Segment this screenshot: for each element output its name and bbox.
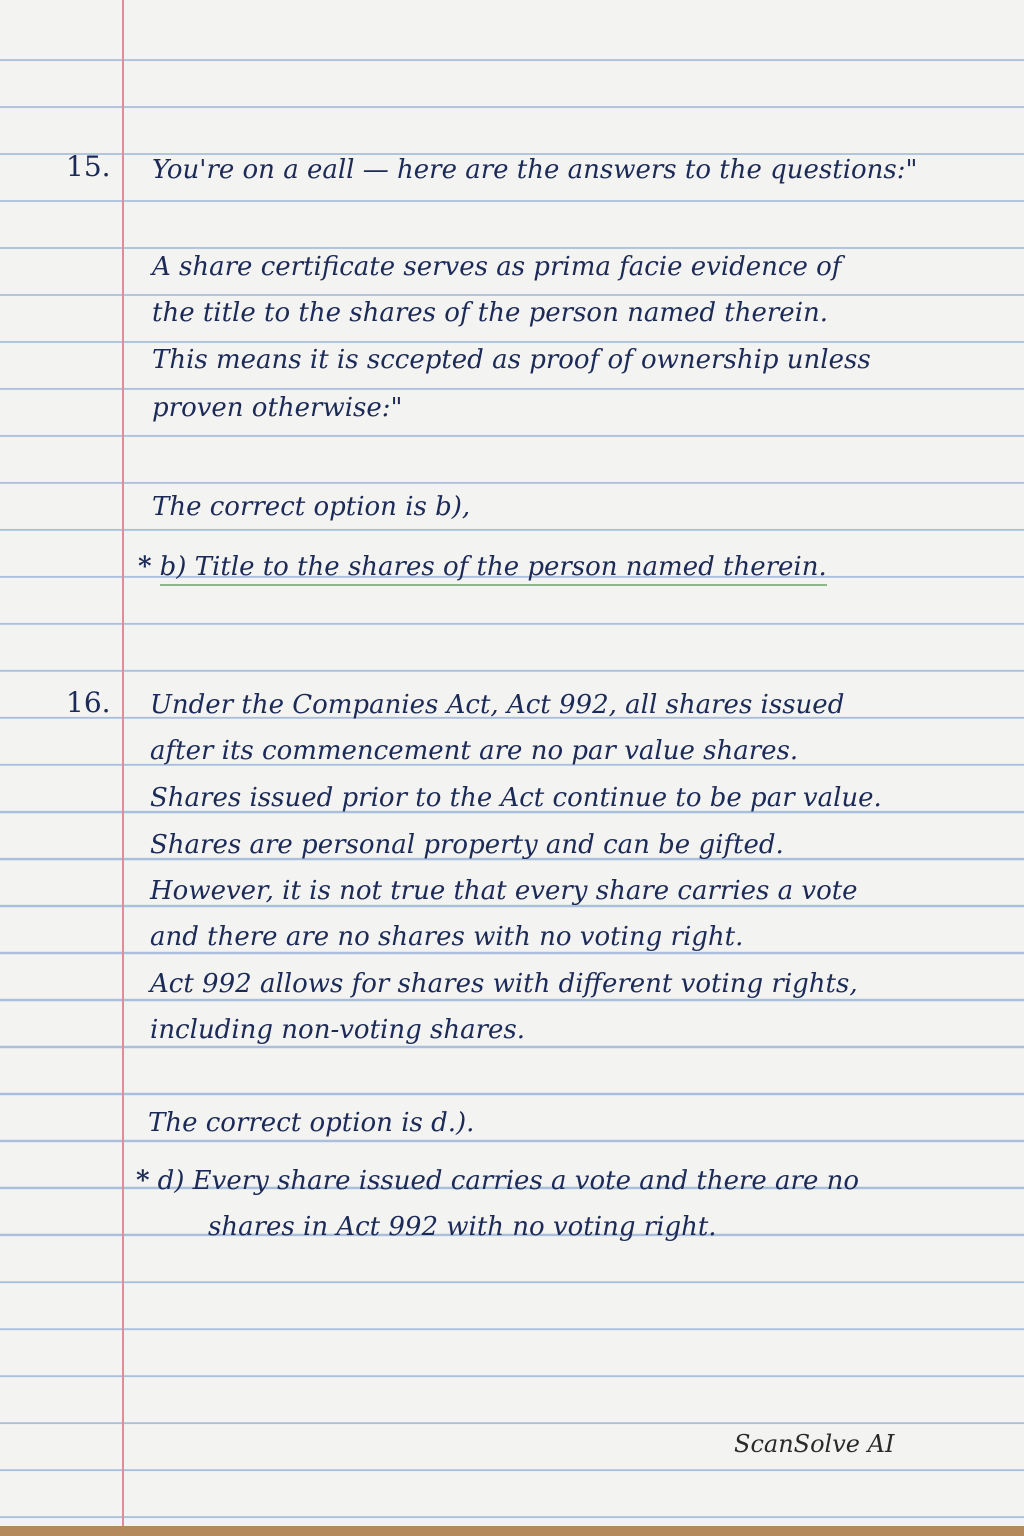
q15-paragraph-line-1: A share certificate serves as prima facie evidence of (152, 252, 842, 282)
margin-line (122, 0, 124, 1526)
q16-correct-option: The correct option is d.). (148, 1108, 475, 1138)
q16-paragraph-line-4: Shares are personal property and can be gifted. (150, 830, 784, 860)
q16-paragraph-line-1: Under the Companies Act, Act 992, all shares issued (150, 690, 845, 720)
q16-paragraph-line-7: Act 992 allows for shares with different voting rights, (150, 969, 858, 999)
q16-paragraph-line-5: However, it is not true that every share carries a vote (150, 876, 858, 906)
brand-watermark: ScanSolve AI (734, 1430, 895, 1458)
q16-answer-text-1: d) Every share issued carries a vote and there are no (157, 1166, 860, 1196)
question-15-intro: You're on a eall — here are the answers to the questions:" (152, 155, 918, 185)
q15-answer (138, 552, 827, 582)
q16-answer-line-1 (136, 1166, 859, 1196)
q15-paragraph-line-3: This means it is sccepted as proof of ownership unless (152, 345, 871, 375)
question-15-number: 15. (66, 150, 111, 183)
q15-paragraph-line-2: the title to the shares of the person named therein. (152, 298, 829, 328)
question-16-number: 16. (66, 686, 111, 719)
q16-paragraph-line-2: after its commencement are no par value shares. (150, 736, 799, 766)
q16-answer-marker: * (136, 1166, 150, 1196)
q16-answer-line-2: shares in Act 992 with no voting right. (208, 1212, 717, 1242)
q15-paragraph-line-4: proven otherwise:" (152, 393, 403, 423)
q15-answer-text: b) Title to the shares of the person named therein. (160, 552, 827, 586)
q15-correct-option: The correct option is b), (152, 492, 471, 522)
q16-paragraph-line-3: Shares issued prior to the Act continue to be par value. (150, 783, 882, 813)
q15-answer-marker: * (138, 552, 152, 582)
q16-paragraph-line-6: and there are no shares with no voting right. (150, 922, 744, 952)
q16-paragraph-line-8: including non-voting shares. (150, 1015, 525, 1045)
